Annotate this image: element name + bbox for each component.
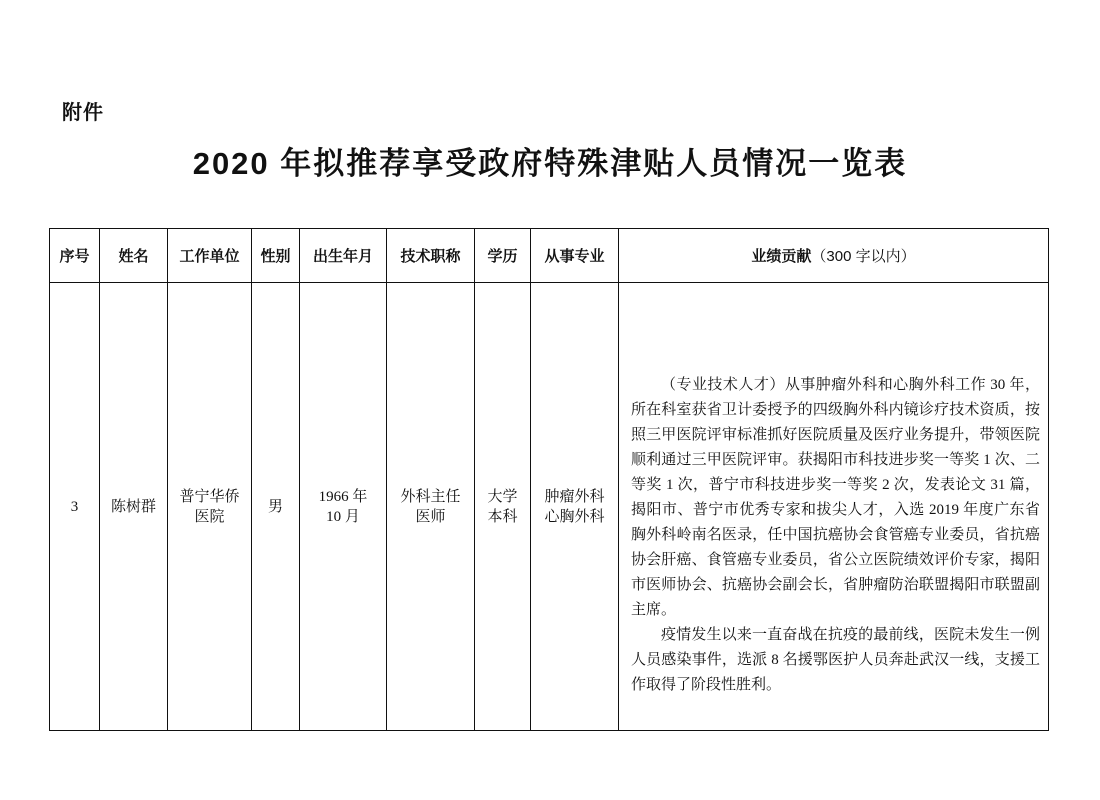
cell-achievements bbox=[619, 283, 1049, 731]
cell-seq: 3 bbox=[50, 283, 100, 731]
header-tech-title: 技术职称 bbox=[387, 229, 475, 283]
attachment-label: 附件 bbox=[62, 102, 104, 124]
page-title: 2020 年拟推荐享受政府特殊津贴人员情况一览表 bbox=[192, 146, 908, 181]
achievements-paragraph-2: 疫情发生以来一直奋战在抗疫的最前线，医院未发生一例人员感染事件，选派 8 名援鄂医护人员奔赴武汉一线，支援工作取得了阶段性胜利。 bbox=[631, 627, 1040, 693]
cell-education-line1: 大学 bbox=[487, 488, 518, 505]
cell-specialty-line1: 肿瘤外科 bbox=[544, 488, 605, 505]
cell-unit bbox=[168, 283, 252, 731]
achievements-paragraph-1: （专业技术人才）从事肿瘤外科和心胸外科工作 30 年，所在科室获省卫计委授予的四级胸外科内镜诊疗技术资质，按照三甲医院评审标准抓好医院质量及医疗业务提升，带领医院顺利通过三甲医院评审。获揭阳市科技进步奖一等奖 1 次、二等奖 1 次，普宁市科技进步奖一等奖 2 次，发表论文 31 篇，揭阳市、普宁市优秀专家和拔尖人才，入选 2019 年度广东省胸外科岭南名医录，任中国抗癌协会食管癌专业委员，省抗癌协会肝癌、食管癌专业委员，省公立医院绩效评价专家，揭阳市医师协会、抗癌协会副会长，省肿瘤防治联盟揭阳市联盟副主席。 bbox=[631, 377, 1040, 618]
cell-birth bbox=[300, 283, 387, 731]
cell-birth-line1: 1966 年 bbox=[318, 488, 368, 505]
header-achievements-note: （300 字以内） bbox=[811, 248, 916, 265]
table-header-row bbox=[50, 229, 1049, 283]
cell-tech-title bbox=[387, 283, 475, 731]
header-education: 学历 bbox=[475, 229, 531, 283]
header-achievements-label: 业绩贡献 bbox=[751, 248, 812, 265]
cell-education bbox=[475, 283, 531, 731]
cell-gender: 男 bbox=[252, 283, 300, 731]
cell-tech-title-line2: 医师 bbox=[415, 508, 446, 525]
header-name: 姓名 bbox=[100, 229, 168, 283]
cell-name: 陈树群 bbox=[100, 283, 168, 731]
personnel-table-wrapper bbox=[49, 228, 1048, 731]
header-seq: 序号 bbox=[50, 229, 100, 283]
cell-birth-line2: 10 月 bbox=[326, 508, 360, 525]
table-row bbox=[50, 283, 1049, 731]
header-birth: 出生年月 bbox=[300, 229, 387, 283]
cell-unit-line2: 医院 bbox=[194, 508, 225, 525]
header-gender: 性别 bbox=[252, 229, 300, 283]
cell-unit-line1: 普宁华侨 bbox=[179, 488, 240, 505]
cell-tech-title-line1: 外科主任 bbox=[400, 488, 461, 505]
header-unit: 工作单位 bbox=[168, 229, 252, 283]
cell-specialty-line2: 心胸外科 bbox=[544, 508, 605, 525]
header-specialty: 从事专业 bbox=[531, 229, 619, 283]
header-achievements bbox=[619, 229, 1049, 283]
achievements-text bbox=[619, 283, 1048, 698]
personnel-table bbox=[49, 228, 1049, 731]
cell-specialty bbox=[531, 283, 619, 731]
cell-education-line2: 本科 bbox=[487, 508, 518, 525]
